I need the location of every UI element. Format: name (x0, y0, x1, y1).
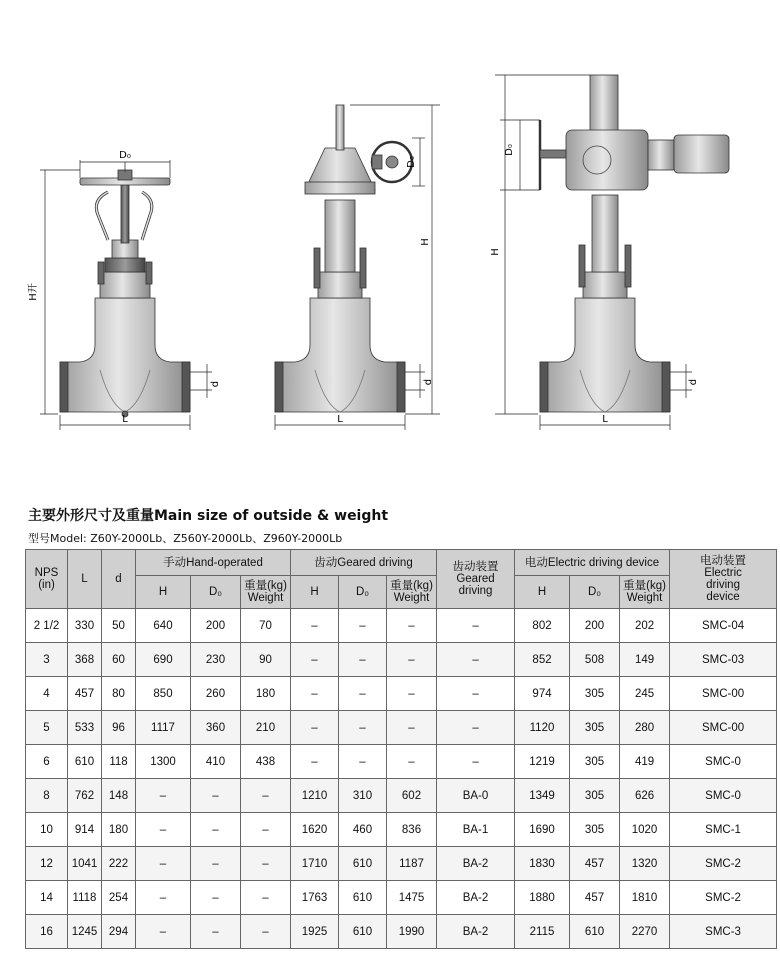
geared-l-label: L (337, 414, 343, 425)
table-cell: 149 (620, 643, 670, 677)
table-cell: 2115 (515, 915, 570, 949)
table-cell: – (339, 745, 387, 779)
table-cell: SMC-1 (670, 813, 777, 847)
table-row (26, 881, 777, 915)
table-cell: 610 (68, 745, 102, 779)
header-l: L (68, 550, 102, 609)
table-cell: 1620 (291, 813, 339, 847)
table-cell: 280 (620, 711, 670, 745)
table-cell: 60 (102, 643, 136, 677)
table-cell: 457 (68, 677, 102, 711)
table-cell: 1118 (68, 881, 102, 915)
table-row (26, 915, 777, 949)
table-cell: 1810 (620, 881, 670, 915)
table-cell: 1020 (620, 813, 670, 847)
table-cell: 457 (570, 847, 620, 881)
header-electric-weight: 重量(kg) Weight (620, 576, 670, 609)
table-cell: – (241, 881, 291, 915)
table-cell: 457 (570, 881, 620, 915)
table-cell: 245 (620, 677, 670, 711)
table-cell: 1210 (291, 779, 339, 813)
geared-h-label: H (420, 238, 431, 246)
table-cell: 96 (102, 711, 136, 745)
table-cell: 508 (570, 643, 620, 677)
table-cell: – (241, 813, 291, 847)
table-cell: 118 (102, 745, 136, 779)
electric-d-label: d (688, 378, 699, 386)
electric-valve (495, 75, 729, 430)
table-cell: 640 (136, 609, 191, 643)
electric-d0-label: D₀ (504, 144, 515, 156)
table-cell: 802 (515, 609, 570, 643)
table-cell: 533 (68, 711, 102, 745)
table-cell: SMC-03 (670, 643, 777, 677)
table-cell: 12 (26, 847, 68, 881)
table-cell: – (241, 847, 291, 881)
table-cell: 914 (68, 813, 102, 847)
table-cell: 1763 (291, 881, 339, 915)
header-geared-group: 齿动Geared driving (291, 550, 437, 576)
hand-d0-label: D₀ (119, 150, 131, 161)
header-electric-h: H (515, 576, 570, 609)
table-cell: SMC-3 (670, 915, 777, 949)
table-cell: 438 (241, 745, 291, 779)
table-cell: 360 (191, 711, 241, 745)
table-cell: – (241, 779, 291, 813)
table-row (26, 609, 777, 643)
table-cell: 1475 (387, 881, 437, 915)
table-cell: 80 (102, 677, 136, 711)
table-cell: – (387, 677, 437, 711)
table-cell: – (136, 881, 191, 915)
table-cell: – (136, 915, 191, 949)
table-cell: 294 (102, 915, 136, 949)
table-cell: 222 (102, 847, 136, 881)
table-cell: 14 (26, 881, 68, 915)
table-cell: – (339, 609, 387, 643)
table-cell: – (437, 643, 515, 677)
table-cell: 974 (515, 677, 570, 711)
table-cell: 852 (515, 643, 570, 677)
table-cell: – (437, 711, 515, 745)
table-cell: 330 (68, 609, 102, 643)
table-cell: 70 (241, 609, 291, 643)
header-d: d (102, 550, 136, 609)
table-cell: 1245 (68, 915, 102, 949)
table-cell: – (339, 677, 387, 711)
table-cell: – (191, 915, 241, 949)
table-cell: BA-1 (437, 813, 515, 847)
section-title: 主要外形尺寸及重量Main size of outside & weight (28, 508, 389, 524)
table-row (26, 711, 777, 745)
table-cell: 1117 (136, 711, 191, 745)
table-cell: – (437, 677, 515, 711)
header-geared-weight: 重量(kg) Weight (387, 576, 437, 609)
table-cell: 2270 (620, 915, 670, 949)
table-cell: – (191, 813, 241, 847)
table-row (26, 745, 777, 779)
table-cell: 602 (387, 779, 437, 813)
table-cell: BA-2 (437, 847, 515, 881)
table-cell: 6 (26, 745, 68, 779)
table-cell: 610 (339, 881, 387, 915)
table-cell: – (339, 711, 387, 745)
table-row (26, 847, 777, 881)
table-cell: – (387, 745, 437, 779)
header-hand-d0: D₀ (191, 576, 241, 609)
table-cell: 5 (26, 711, 68, 745)
table-cell: 419 (620, 745, 670, 779)
table-cell: – (291, 643, 339, 677)
table-cell: BA-2 (437, 881, 515, 915)
table-cell: 8 (26, 779, 68, 813)
table-cell: 50 (102, 609, 136, 643)
table-cell: 1120 (515, 711, 570, 745)
table-cell: SMC-0 (670, 745, 777, 779)
table-cell: – (437, 609, 515, 643)
valve-drawings (0, 0, 780, 470)
dimension-table (25, 549, 777, 949)
table-cell: 90 (241, 643, 291, 677)
table-cell: 410 (191, 745, 241, 779)
table-cell: 1830 (515, 847, 570, 881)
table-cell: 260 (191, 677, 241, 711)
table-cell: 305 (570, 779, 620, 813)
table-cell: 1990 (387, 915, 437, 949)
header-geared-device: 齿动装置 Geared driving (437, 550, 515, 609)
table-cell: – (191, 847, 241, 881)
table-body (26, 609, 777, 949)
header-hand-h: H (136, 576, 191, 609)
table-cell: 16 (26, 915, 68, 949)
table-cell: SMC-0 (670, 779, 777, 813)
table-cell: – (387, 609, 437, 643)
table-cell: 610 (570, 915, 620, 949)
table-cell: – (291, 609, 339, 643)
table-cell: 200 (570, 609, 620, 643)
table-cell: 305 (570, 745, 620, 779)
table-cell: 1690 (515, 813, 570, 847)
geared-d0-label: D₀ (406, 156, 417, 168)
table-cell: 180 (241, 677, 291, 711)
table-cell: – (241, 915, 291, 949)
model-line: 型号Model: Z60Y-2000Lb、Z560Y-2000Lb、Z960Y-2000Lb (28, 532, 343, 545)
table-cell: – (387, 643, 437, 677)
table-cell: 690 (136, 643, 191, 677)
table-cell: – (437, 745, 515, 779)
table-cell: – (191, 881, 241, 915)
table-cell: 1710 (291, 847, 339, 881)
table-cell: 210 (241, 711, 291, 745)
hand-l-label: L (122, 414, 128, 425)
hand-d-label: d (210, 380, 221, 388)
table-cell: 850 (136, 677, 191, 711)
table-cell: SMC-00 (670, 677, 777, 711)
electric-h-label: H (490, 248, 501, 256)
hand-h-label: H开 (28, 283, 39, 301)
header-geared-d0: D₀ (339, 576, 387, 609)
table-row (26, 643, 777, 677)
header-hand-group: 手动Hand-operated (136, 550, 291, 576)
table-cell: 310 (339, 779, 387, 813)
table-row (26, 779, 777, 813)
electric-l-label: L (602, 414, 608, 425)
geared-valve (275, 105, 440, 430)
table-cell: 10 (26, 813, 68, 847)
hand-operated-valve (40, 160, 212, 430)
table-cell: 305 (570, 813, 620, 847)
table-cell: – (387, 711, 437, 745)
header-electric-device: 电动装置 Electric driving device (670, 550, 777, 609)
table-cell: – (136, 813, 191, 847)
header-electric-d0: D₀ (570, 576, 620, 609)
table-cell: 626 (620, 779, 670, 813)
table-cell: 305 (570, 711, 620, 745)
table-cell: – (291, 711, 339, 745)
table-cell: 230 (191, 643, 241, 677)
table-cell: 610 (339, 915, 387, 949)
table-cell: 148 (102, 779, 136, 813)
table-cell: 1925 (291, 915, 339, 949)
table-cell: BA-0 (437, 779, 515, 813)
header-hand-weight: 重量(kg) Weight (241, 576, 291, 609)
table-cell: 4 (26, 677, 68, 711)
table-cell: SMC-00 (670, 711, 777, 745)
table-row (26, 813, 777, 847)
table-cell: – (191, 779, 241, 813)
table-row (26, 677, 777, 711)
table-cell: 460 (339, 813, 387, 847)
table-cell: 200 (191, 609, 241, 643)
table-cell: 762 (68, 779, 102, 813)
table-cell: 305 (570, 677, 620, 711)
header-geared-h: H (291, 576, 339, 609)
table-cell: 254 (102, 881, 136, 915)
table-cell: 1320 (620, 847, 670, 881)
table-cell: SMC-04 (670, 609, 777, 643)
geared-d-label: d (423, 378, 434, 386)
table-cell: 836 (387, 813, 437, 847)
table-cell: 1880 (515, 881, 570, 915)
table-cell: 1041 (68, 847, 102, 881)
table-cell: – (136, 779, 191, 813)
table-cell: 368 (68, 643, 102, 677)
table-cell: 1349 (515, 779, 570, 813)
table-cell: 1219 (515, 745, 570, 779)
table-cell: 1300 (136, 745, 191, 779)
table-cell: SMC-2 (670, 847, 777, 881)
table-cell: SMC-2 (670, 881, 777, 915)
table-cell: – (291, 677, 339, 711)
header-nps: NPS (in) (26, 550, 68, 609)
header-electric-group: 电动Electric driving device (515, 550, 670, 576)
table-cell: 1187 (387, 847, 437, 881)
table-cell: BA-2 (437, 915, 515, 949)
table-cell: 610 (339, 847, 387, 881)
table-cell: – (291, 745, 339, 779)
table-cell: – (136, 847, 191, 881)
table-cell: 2 1/2 (26, 609, 68, 643)
table-cell: – (339, 643, 387, 677)
table-cell: 202 (620, 609, 670, 643)
table-cell: 180 (102, 813, 136, 847)
table-cell: 3 (26, 643, 68, 677)
